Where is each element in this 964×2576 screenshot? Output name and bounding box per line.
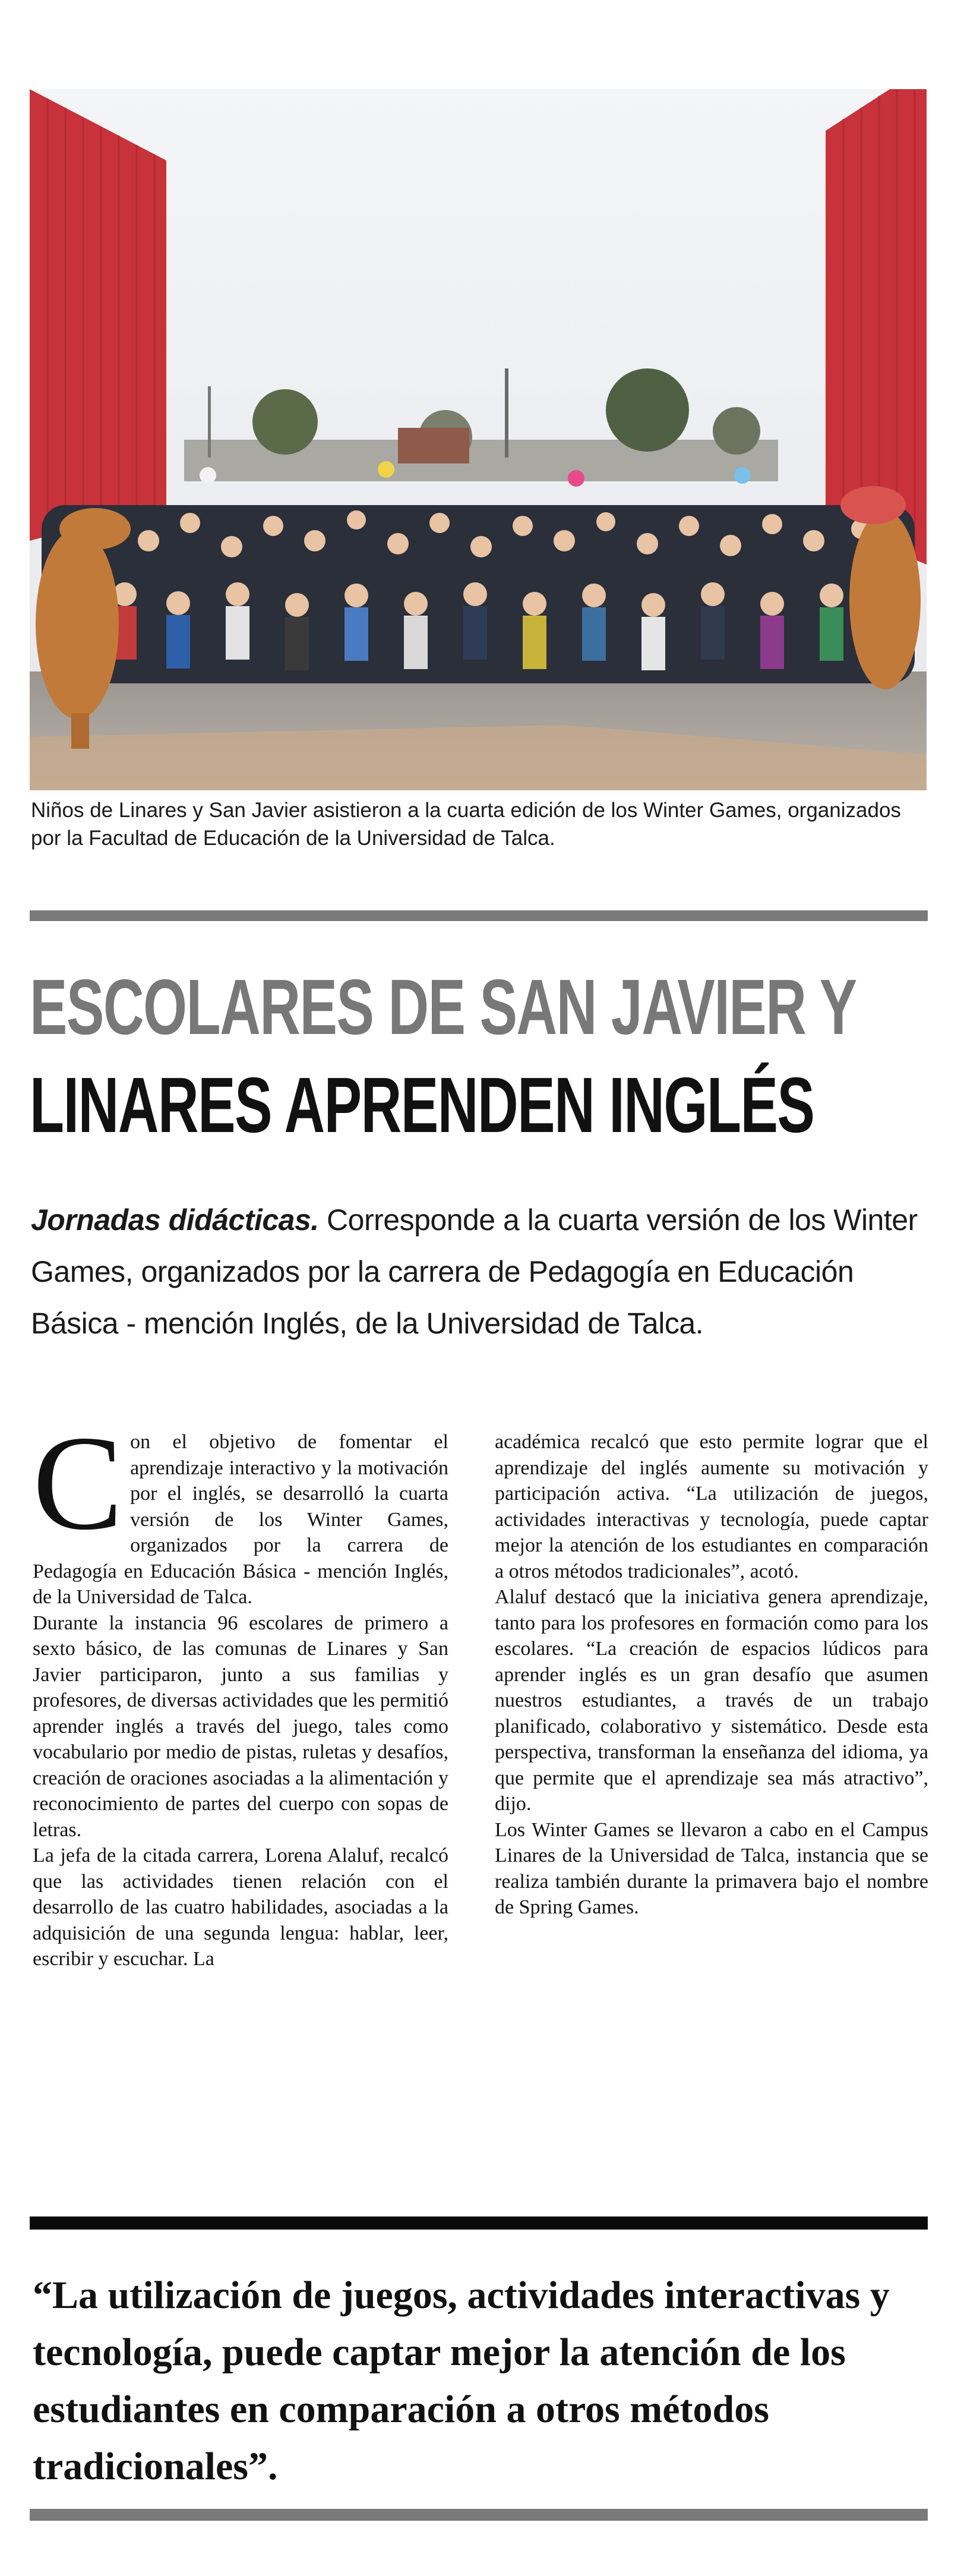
body-paragraph-4: Alaluf destacó que la iniciativa genera aprendizaje, tanto para los profesores en formación como para los escolares. “La creación de espacios lúdicos para aprender inglés es un gran desafío que asumen nuestros estudiantes, a través de un trabajo planificado, colaborativo y sistemático. Desde esta perspectiva, transforman la enseñanza del idioma, ya que permite que el aprendizaje sea más atractivo”, dijo.	[495, 1586, 928, 1815]
body-paragraph-5: Los Winter Games se llevaron a cabo en el Campus Linares de la Universidad de Talca, instancia que se realiza también durante la primavera bajo el nombre de Spring Games.	[495, 1818, 928, 1918]
lead-kicker: Jornadas didácticas.	[31, 1203, 319, 1237]
article-lead	[31, 1194, 934, 1350]
pullquote-rule-top	[30, 2216, 928, 2230]
body-column-right	[495, 1429, 928, 1921]
headline-line-1: ESCOLARES DE SAN JAVIER Y	[30, 963, 856, 1051]
drop-cap: C	[33, 1408, 124, 1558]
body-paragraph-1	[33, 1408, 448, 1610]
paragraph-1-text: on el objetivo de fomentar el aprendizaje interactivo y la motivación por el inglés, se desarrolló la cuarta versión de los Winter Games, organizados por la carrera de Pedagogía en Educación Básica - mención Inglés, de la Universidad de Talca.	[33, 1431, 448, 1608]
body-paragraph-3-start: La jefa de la citada carrera, Lorena Alaluf, recalcó que las actividades tienen relación con el desarrollo de las cuatro habilidades, asociadas a la adquisición de una segunda lengua: hablar, leer, escribir y escuchar. La	[33, 1844, 448, 1970]
red-building-left	[30, 89, 166, 541]
divider-rule-top	[30, 910, 928, 921]
body-column-left	[33, 1408, 448, 1972]
lead-text: Corresponde a la cuarta versión de los Winter Games, organizados por la carrera de Pedagogía en Educación Básica - mención Inglés, de la Universidad de Talca.	[31, 1203, 918, 1340]
pull-quote: “La utilización de juegos, actividades interactivas y tecnología, puede captar mejor la atención de los estudiantes en comparación a otros métodos tradicionales”.	[33, 2274, 890, 2488]
body-paragraph-2: Durante la instancia 96 escolares de primero a sexto básico, de las comunas de Linares y San Javier participaron, junto a sus familias y profesores, de diversas actividades que les permitió aprender inglés a través del juego, tales como vocabulario por medio de pistas, ruletas y desafíos, creación de oraciones asociadas a la alimentación y reconocimiento de partes del cuerpo con sopas de letras.	[33, 1612, 448, 1841]
photo-caption: Niños de Linares y San Javier asistieron a la cuarta edición de los Winter Games, organizados por la Facultad de Educación de la Universidad de Talca.	[31, 799, 901, 850]
group-photo-illustration	[30, 89, 927, 790]
body-paragraph-3-end: académica recalcó que esto permite lograr que el aprendizaje del inglés aumente su motivación y participación activa. “La utilización de juegos, actividades interactivas y tecnología, puede captar mejor la atención de los estudiantes en comparación a otros métodos tradicionales”, acotó.	[495, 1431, 928, 1582]
headline-line-2: LINARES APRENDEN INGLÉS	[30, 1061, 814, 1149]
pullquote-rule-bottom	[30, 2509, 928, 2521]
article-photo	[30, 89, 927, 790]
